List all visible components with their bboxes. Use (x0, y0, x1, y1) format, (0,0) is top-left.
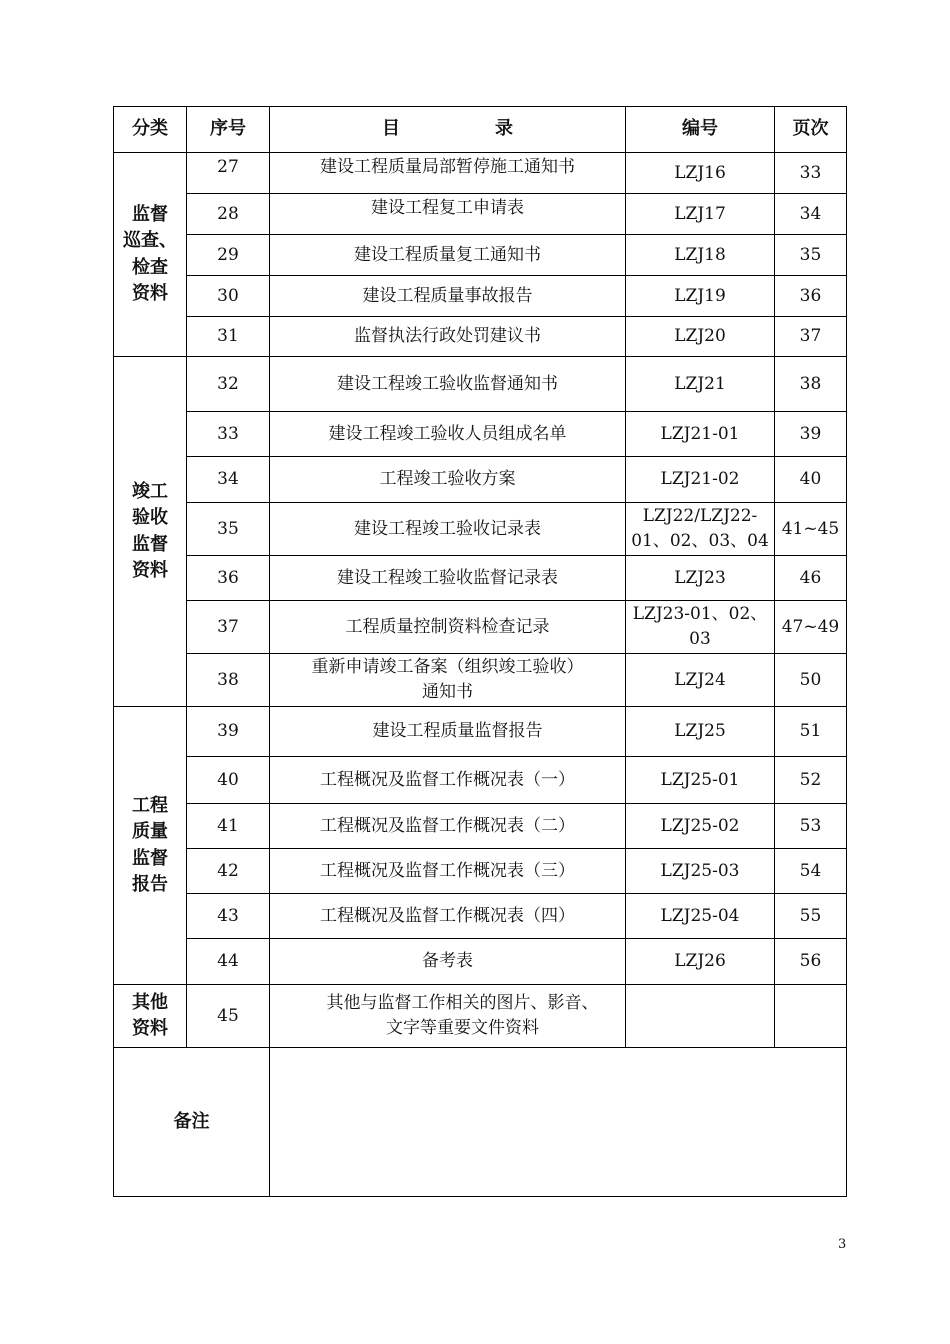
header-title-left: 目 (382, 118, 400, 140)
table-row (114, 894, 847, 939)
title-cell: 工程竣工验收方案 (270, 457, 626, 503)
table-row (114, 654, 847, 707)
seq-cell: 35 (187, 503, 270, 556)
category-completion-acceptance (114, 357, 187, 707)
code-cell: LZJ21-02 (626, 457, 775, 503)
table-row (114, 985, 847, 1048)
page-cell: 35 (775, 235, 847, 276)
page-cell (775, 985, 847, 1048)
page-cell: 52 (775, 757, 847, 804)
code-line: 03 (689, 629, 711, 649)
title-cell: 监督执法行政处罚建议书 (270, 317, 626, 357)
seq-cell: 44 (187, 939, 270, 985)
header-category: 分类 (114, 107, 187, 153)
page-cell: 39 (775, 412, 847, 457)
table-row (114, 317, 847, 357)
code-cell: LZJ25 (626, 707, 775, 757)
code-cell: LZJ21-01 (626, 412, 775, 457)
seq-cell: 29 (187, 235, 270, 276)
seq-cell: 38 (187, 654, 270, 707)
code-cell: LZJ25-02 (626, 804, 775, 849)
code-cell: LZJ25-01 (626, 757, 775, 804)
seq-cell: 41 (187, 804, 270, 849)
code-cell (626, 503, 775, 556)
category-line: 其他 (132, 991, 168, 1013)
table-row (114, 357, 847, 412)
remarks-content (270, 1048, 847, 1197)
category-quality-report (114, 707, 187, 985)
page-cell: 40 (775, 457, 847, 503)
title-cell: 工程概况及监督工作概况表（二） (270, 804, 626, 849)
table-row (114, 276, 847, 317)
code-cell: LZJ21 (626, 357, 775, 412)
title-cell: 工程概况及监督工作概况表（一） (270, 757, 626, 804)
code-cell: LZJ25-03 (626, 849, 775, 894)
table-row (114, 194, 847, 235)
seq-cell: 31 (187, 317, 270, 357)
header-seq: 序号 (187, 107, 270, 153)
category-line: 监督 (132, 533, 168, 555)
seq-cell: 43 (187, 894, 270, 939)
title-line: 其他与监督工作相关的图片、影音、 (326, 993, 599, 1014)
category-line: 资料 (132, 559, 168, 581)
title-cell: 建设工程竣工验收监督通知书 (270, 357, 626, 412)
code-cell: LZJ25-04 (626, 894, 775, 939)
table-row (114, 757, 847, 804)
category-line: 资料 (132, 1018, 168, 1039)
page-number: 3 (838, 1237, 847, 1252)
header-code: 编号 (626, 107, 775, 153)
code-cell: LZJ17 (626, 194, 775, 235)
page-cell: 51 (775, 707, 847, 757)
page-cell: 50 (775, 654, 847, 707)
seq-cell: 37 (187, 601, 270, 654)
category-line: 质量 (132, 821, 168, 843)
code-cell: LZJ26 (626, 939, 775, 985)
table-row (114, 412, 847, 457)
title-cell: 建设工程质量复工通知书 (270, 235, 626, 276)
code-cell: LZJ20 (626, 317, 775, 357)
title-line: 重新申请竣工备案（组织竣工验收） (311, 657, 584, 678)
seq-cell: 42 (187, 849, 270, 894)
title-cell: 建设工程质量事故报告 (270, 276, 626, 317)
page-cell: 34 (775, 194, 847, 235)
category-line: 巡查、 (123, 230, 177, 252)
category-line: 监督 (132, 847, 168, 869)
page-cell: 36 (775, 276, 847, 317)
header-row (114, 107, 847, 153)
code-cell: LZJ16 (626, 153, 775, 194)
code-line: LZJ23-01、02、 (632, 604, 768, 625)
seq-cell: 27 (187, 153, 270, 194)
page-cell: 54 (775, 849, 847, 894)
category-line: 验收 (132, 507, 168, 529)
table-row (114, 235, 847, 276)
title-cell: 建设工程质量监督报告 (270, 707, 626, 757)
table-row (114, 556, 847, 601)
table-row (114, 601, 847, 654)
table-row (114, 804, 847, 849)
title-line: 通知书 (422, 682, 473, 702)
category-other (114, 985, 187, 1048)
title-cell: 工程概况及监督工作概况表（三） (270, 849, 626, 894)
page-cell: 55 (775, 894, 847, 939)
table-row (114, 707, 847, 757)
code-cell: LZJ24 (626, 654, 775, 707)
category-line: 报告 (132, 873, 168, 895)
seq-cell: 32 (187, 357, 270, 412)
table-row (114, 939, 847, 985)
code-cell: LZJ19 (626, 276, 775, 317)
category-line: 检查 (132, 256, 168, 278)
code-line: 01、02、03、04 (631, 531, 769, 551)
title-cell: 建设工程复工申请表 (270, 194, 626, 235)
page-cell: 53 (775, 804, 847, 849)
seq-cell: 34 (187, 457, 270, 503)
page-cell: 46 (775, 556, 847, 601)
page-cell: 33 (775, 153, 847, 194)
table-row (114, 153, 847, 194)
title-cell: 工程质量控制资料检查记录 (270, 601, 626, 654)
title-cell: 建设工程竣工验收监督记录表 (270, 556, 626, 601)
category-line: 竣工 (132, 481, 168, 503)
title-cell: 建设工程竣工验收人员组成名单 (270, 412, 626, 457)
code-cell (626, 601, 775, 654)
title-cell: 工程概况及监督工作概况表（四） (270, 894, 626, 939)
header-title-right: 录 (495, 118, 513, 140)
page-cell: 56 (775, 939, 847, 985)
page-cell: 41~45 (775, 503, 847, 556)
seq-cell: 36 (187, 556, 270, 601)
table-row (114, 503, 847, 556)
seq-cell: 33 (187, 412, 270, 457)
table-row (114, 457, 847, 503)
code-line: LZJ22/LZJ22- (642, 506, 758, 527)
page-cell: 47~49 (775, 601, 847, 654)
header-page: 页次 (775, 107, 847, 153)
title-cell: 建设工程质量局部暂停施工通知书 (270, 153, 626, 194)
seq-cell: 40 (187, 757, 270, 804)
title-cell: 备考表 (270, 939, 626, 985)
code-cell: LZJ18 (626, 235, 775, 276)
title-line: 文字等重要文件资料 (386, 1018, 539, 1038)
remarks-label: 备注 (114, 1048, 270, 1197)
remarks-row (114, 1048, 847, 1197)
seq-cell: 28 (187, 194, 270, 235)
code-cell: LZJ23 (626, 556, 775, 601)
title-cell: 建设工程竣工验收记录表 (270, 503, 626, 556)
seq-cell: 39 (187, 707, 270, 757)
category-line: 工程 (132, 795, 168, 817)
code-cell (626, 985, 775, 1048)
title-cell (270, 985, 626, 1048)
seq-cell: 30 (187, 276, 270, 317)
header-title (270, 107, 626, 153)
catalog-table (113, 106, 847, 1197)
page-cell: 37 (775, 317, 847, 357)
table-row (114, 849, 847, 894)
category-line: 监督 (132, 204, 168, 226)
category-supervision-inspection (114, 153, 187, 357)
title-cell (270, 654, 626, 707)
page-cell: 38 (775, 357, 847, 412)
seq-cell: 45 (187, 985, 270, 1048)
category-line: 资料 (132, 282, 168, 304)
